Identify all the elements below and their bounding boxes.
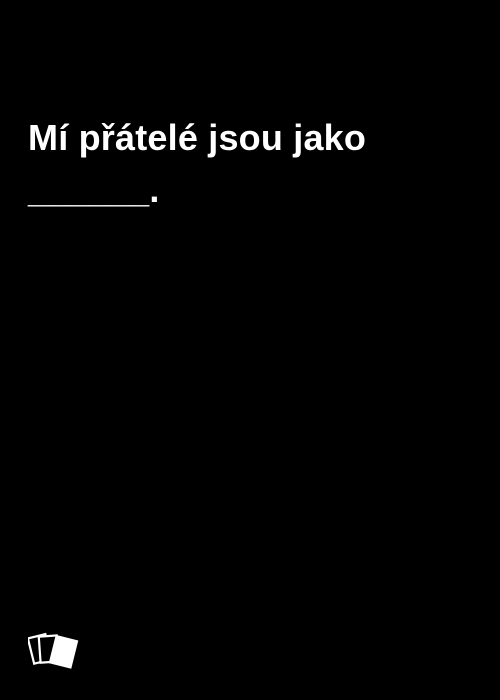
stacked-cards-icon: [28, 630, 88, 674]
card-prompt: [28, 112, 468, 216]
card-prompt-line-1: Mí přátelé jsou jako: [28, 117, 367, 158]
card-prompt-line-2: ______.: [28, 169, 160, 210]
